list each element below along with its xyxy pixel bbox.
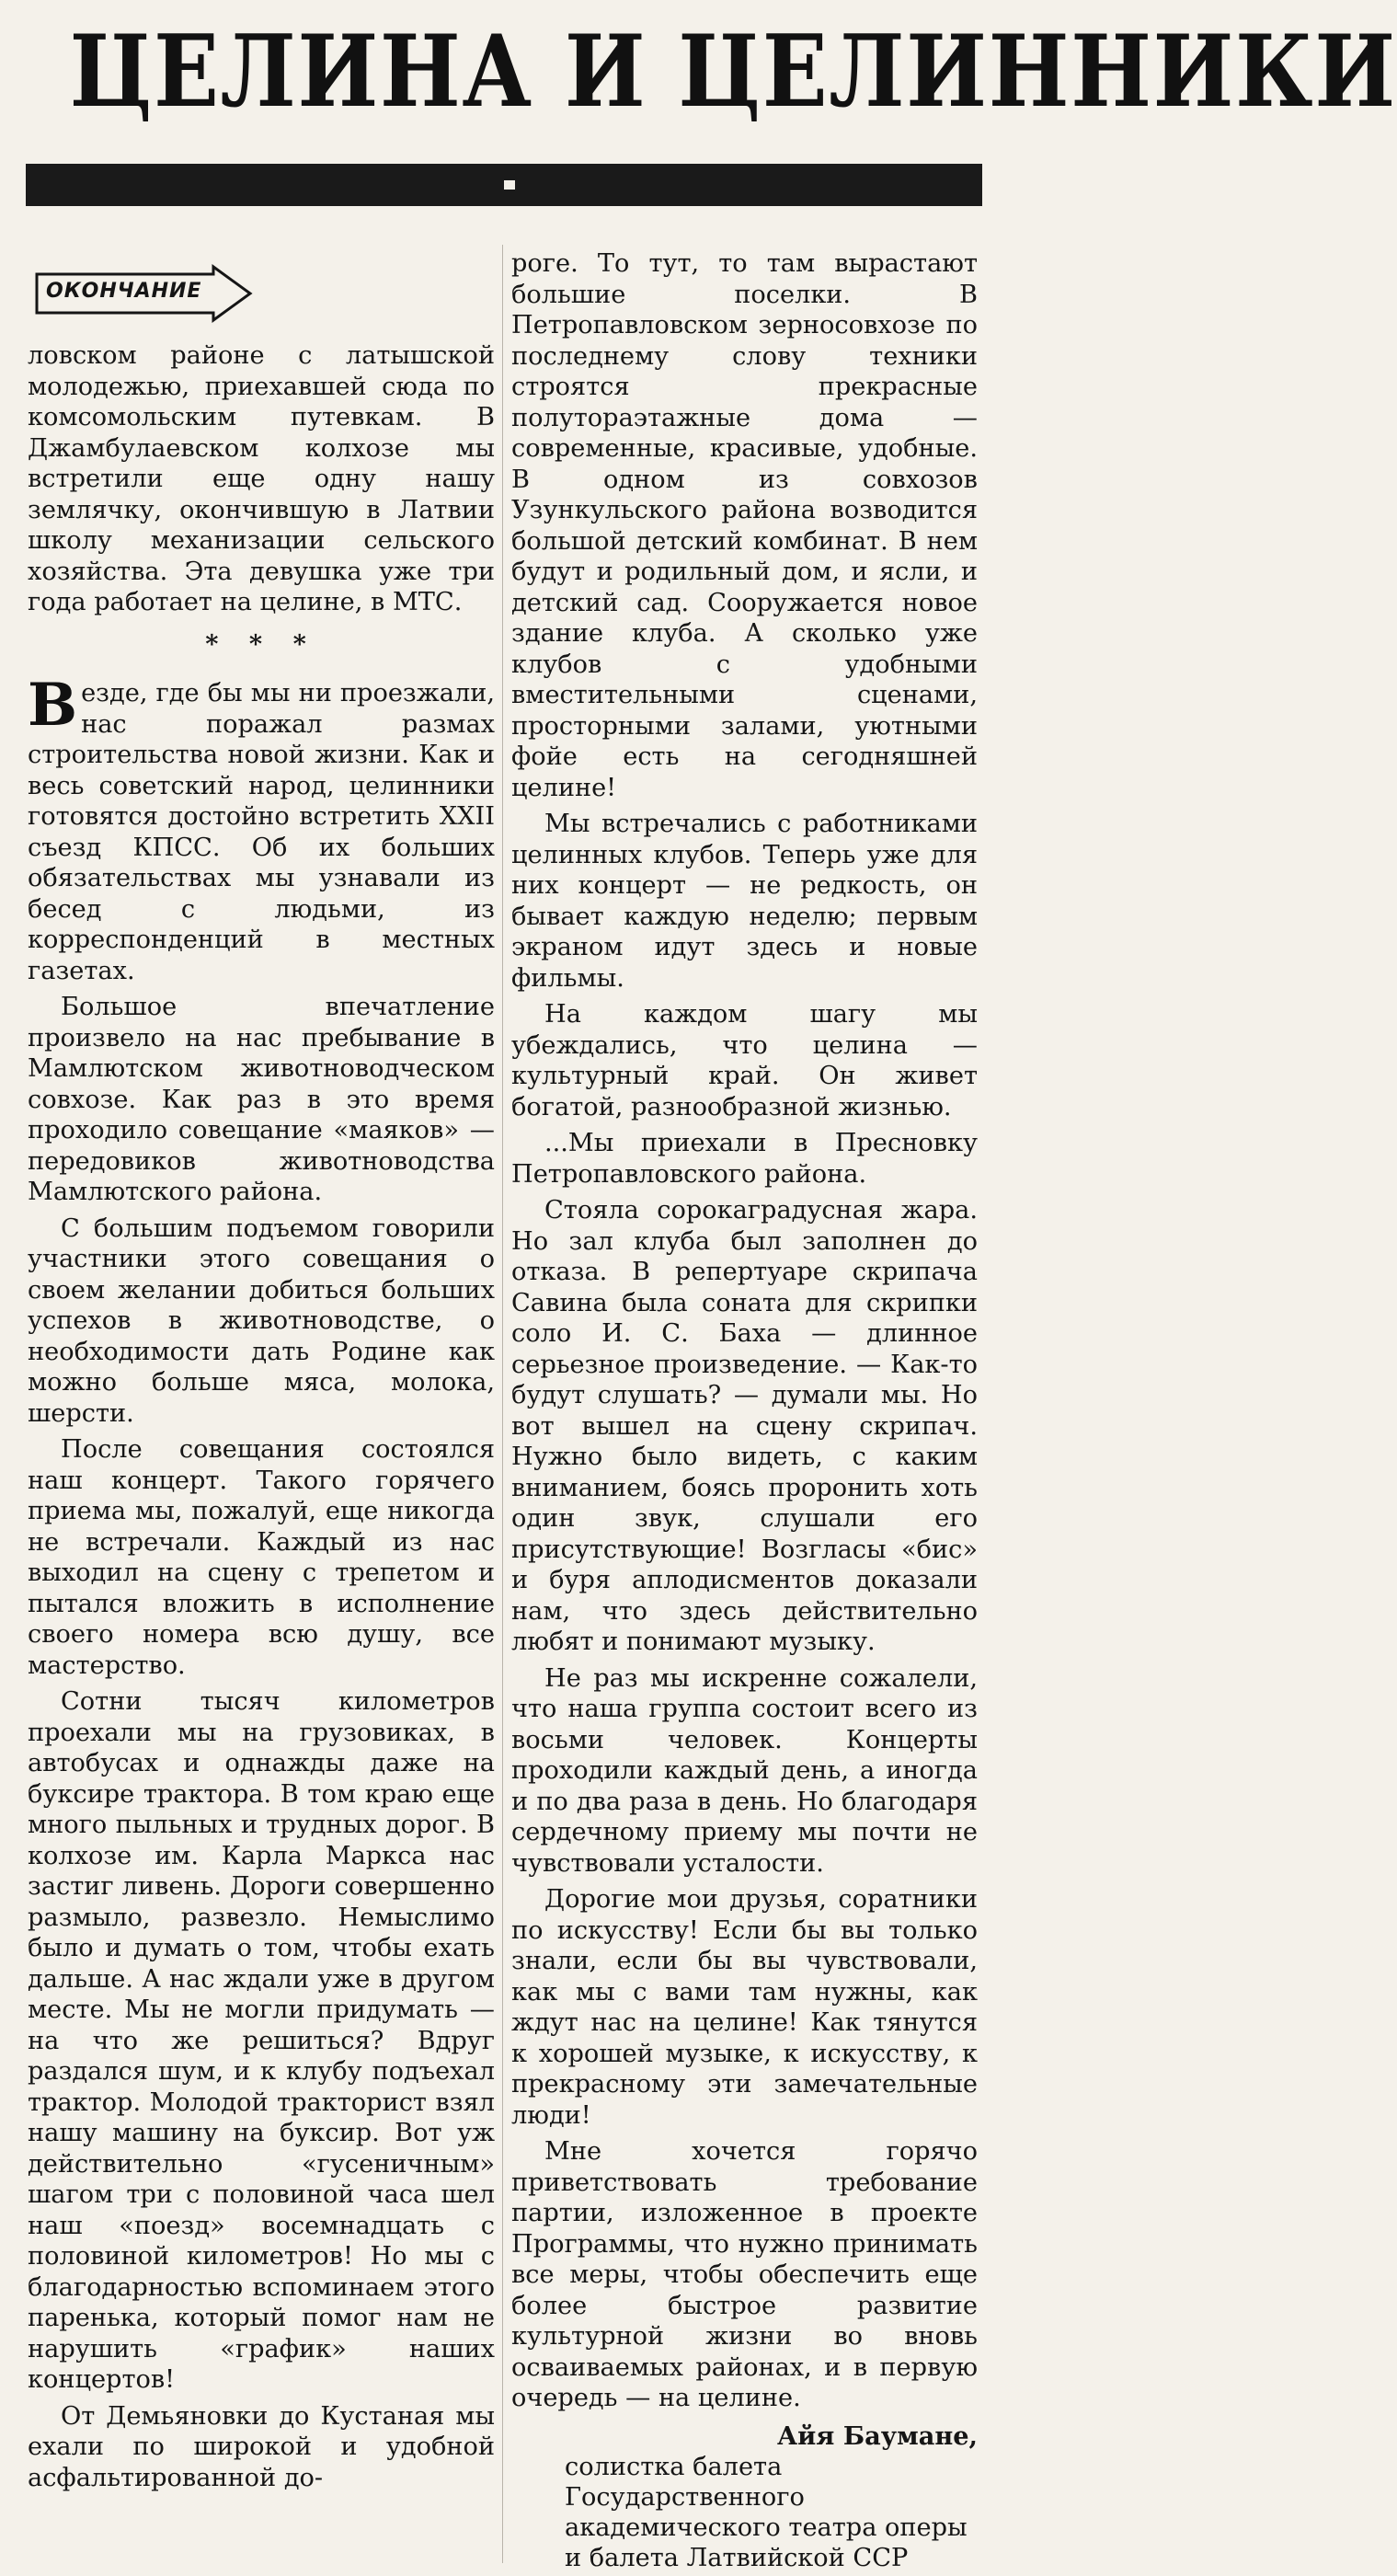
left-column	[28, 340, 495, 2493]
left-paragraph-3: Большое впечатление произвело на нас пребывание в Мамлютском животноводческом совхозе. Как раз в это время проходило совещание «маяков» — передовиков животноводства Мамлютского района.	[28, 993, 495, 1206]
right-paragraph-5: Стояла сорокаградусная жара. Но зал клуба был заполнен до отказа. В репертуаре скрипача Савина была соната для скрипки соло И. С. Баха — длинное серьезное произведение. — Как-то будут слушать? — думали мы. Но вот вышел на сцену скрипач. Нужно было видеть, с каким вниманием, боясь проронить хоть один звук, слушали его присутствующие! Возгласы «бис» и буря аплодисментов доказали нам, что здесь действительно любят и понимают музыку.	[511, 1196, 978, 1656]
right-paragraph-7: Дорогие мои друзья, соратники по искусству! Если бы вы только знали, если бы вы чувствовали, как мы с вами там нужны, как ждут нас на целине! Как тянутся к хорошей музыке, к искусству, к прекрасному эти замечательные люди!	[511, 1885, 978, 2130]
right-paragraph-2: Мы встречались с работниками целинных клубов. Теперь уже для них концерт — не редкость, он бывает каждую неделю; первым экраном идут здесь и новые фильмы.	[511, 810, 978, 993]
right-column	[511, 248, 978, 2573]
left-paragraph-1: ловском районе с латышской молодежью, приехавшей сюда по комсомольским путевкам. В Джамбулаевском колхозе мы встретили еще одну нашу землячку, окончившую в Латвии школу механизации сельского хозяйства. Эта девушка уже три года работает на целине, в МТС.	[28, 341, 495, 616]
right-paragraph-1: роге. То тут, то там вырастают большие поселки. В Петропавловском зерносовхозе по последнему слову техники строятся прекрасные полутораэтажные дома — современные, красивые, удобные. В одном из совхозов Узункульского района возводится большой детский комбинат. В нем будут и родильный дом, и ясли, и детский сад. Сооружается новое здание клуба. А сколько уже клубов с удобными вместительными сценами, просторными залами, уютными фойе есть на сегодняшней целине!	[511, 249, 978, 802]
left-paragraph-4: С большим подъемом говорили участники этого совещания о своем желании добиться больших успехов в животноводстве, о необходимости дать Родине как можно больше мяса, молока, шерсти.	[28, 1213, 495, 1428]
headline: ЦЕЛИНА И ЦЕЛИННИКИ	[69, 14, 1397, 130]
author-name: Айя Бауманe,	[776, 2421, 978, 2451]
left-paragraph-5: После совещания состоялся наш концерт. Такого горячего приема мы, пожалуй, еще никогда не встречали. Каждый из нас выходил на сцену с трепетом и пытался вложить в исполнение своего номера всю душу, все мастерство.	[28, 1435, 495, 1680]
continuation-label: ОКОНЧАНИЕ	[46, 280, 202, 303]
section-separator: * * *	[205, 628, 317, 659]
right-paragraph-6: Не раз мы искренне сожалели, что наша группа состоит всего из восьми человек. Концерты проходили каждый день, а иногда и по два раза в день. Но благодаря сердечному приему мы почти не чувствовали усталости.	[511, 1663, 978, 1878]
author-title: солистка балета Государственного академического театра оперы и балета Латвийской ССР	[565, 2453, 968, 2572]
left-paragraph-6: Сотни тысяч километров проехали мы на грузовиках, в автобусах и однажды даже на буксире трактора. В том краю еще много пыльных и трудных дорог. В колхозе им. Карла Маркса нас застиг ливень. Дороги совершенно размыло, развезло. Немыслимо было и думать о том, чтобы ехать дальше. А нас ждали уже в другом месте. Мы не могли придумать — на что же решиться? Вдруг раздался шум, и к клубу подъехал трактор. Молодой тракторист взял нашу машину на буксир. Вот уж действительно «гусеничным» шагом три с половиной часа шел наш «поезд» восемнадцать с половиной километров! Но мы с благодарностью вспоминаем этого паренька, который помог нам не нарушить «график» наших концертов!	[28, 1687, 495, 2394]
column-divider	[502, 245, 503, 2563]
headline-rule-bar	[26, 164, 982, 206]
left-paragraph-2	[28, 671, 495, 986]
drop-cap: В	[28, 671, 78, 740]
right-paragraph-3: На каждом шагу мы убеждались, что целина — культурный край. Он живет богатой, разнообразной жизнью.	[511, 1000, 978, 1121]
left-paragraph-2-text: езде, где бы мы ни проезжали, нас поражал размах строительства новой жизни. Как и весь советский народ, целинники готовятся достойно встретить XXII съезд КПСС. Об их больших обязательствах мы узнавали из бесед с людьми, из корреспонденций в местных газетах.	[28, 679, 495, 985]
continuation-badge	[33, 265, 254, 322]
right-paragraph-4: ...Мы приехали в Пресновку Петропавловского района.	[511, 1129, 978, 1189]
left-paragraph-7: От Демьяновки до Кустаная мы ехали по широкой и удобной асфальтированной до-	[28, 2401, 495, 2492]
right-paragraph-8: Мне хочется горячо приветствовать требование партии, изложенное в проекте Программы, что нужно принимать все меры, чтобы обеспечить еще более быстрое развитие культурной жизни во вновь осваиваемых районах, и в первую очередь — на целине.	[511, 2137, 978, 2412]
